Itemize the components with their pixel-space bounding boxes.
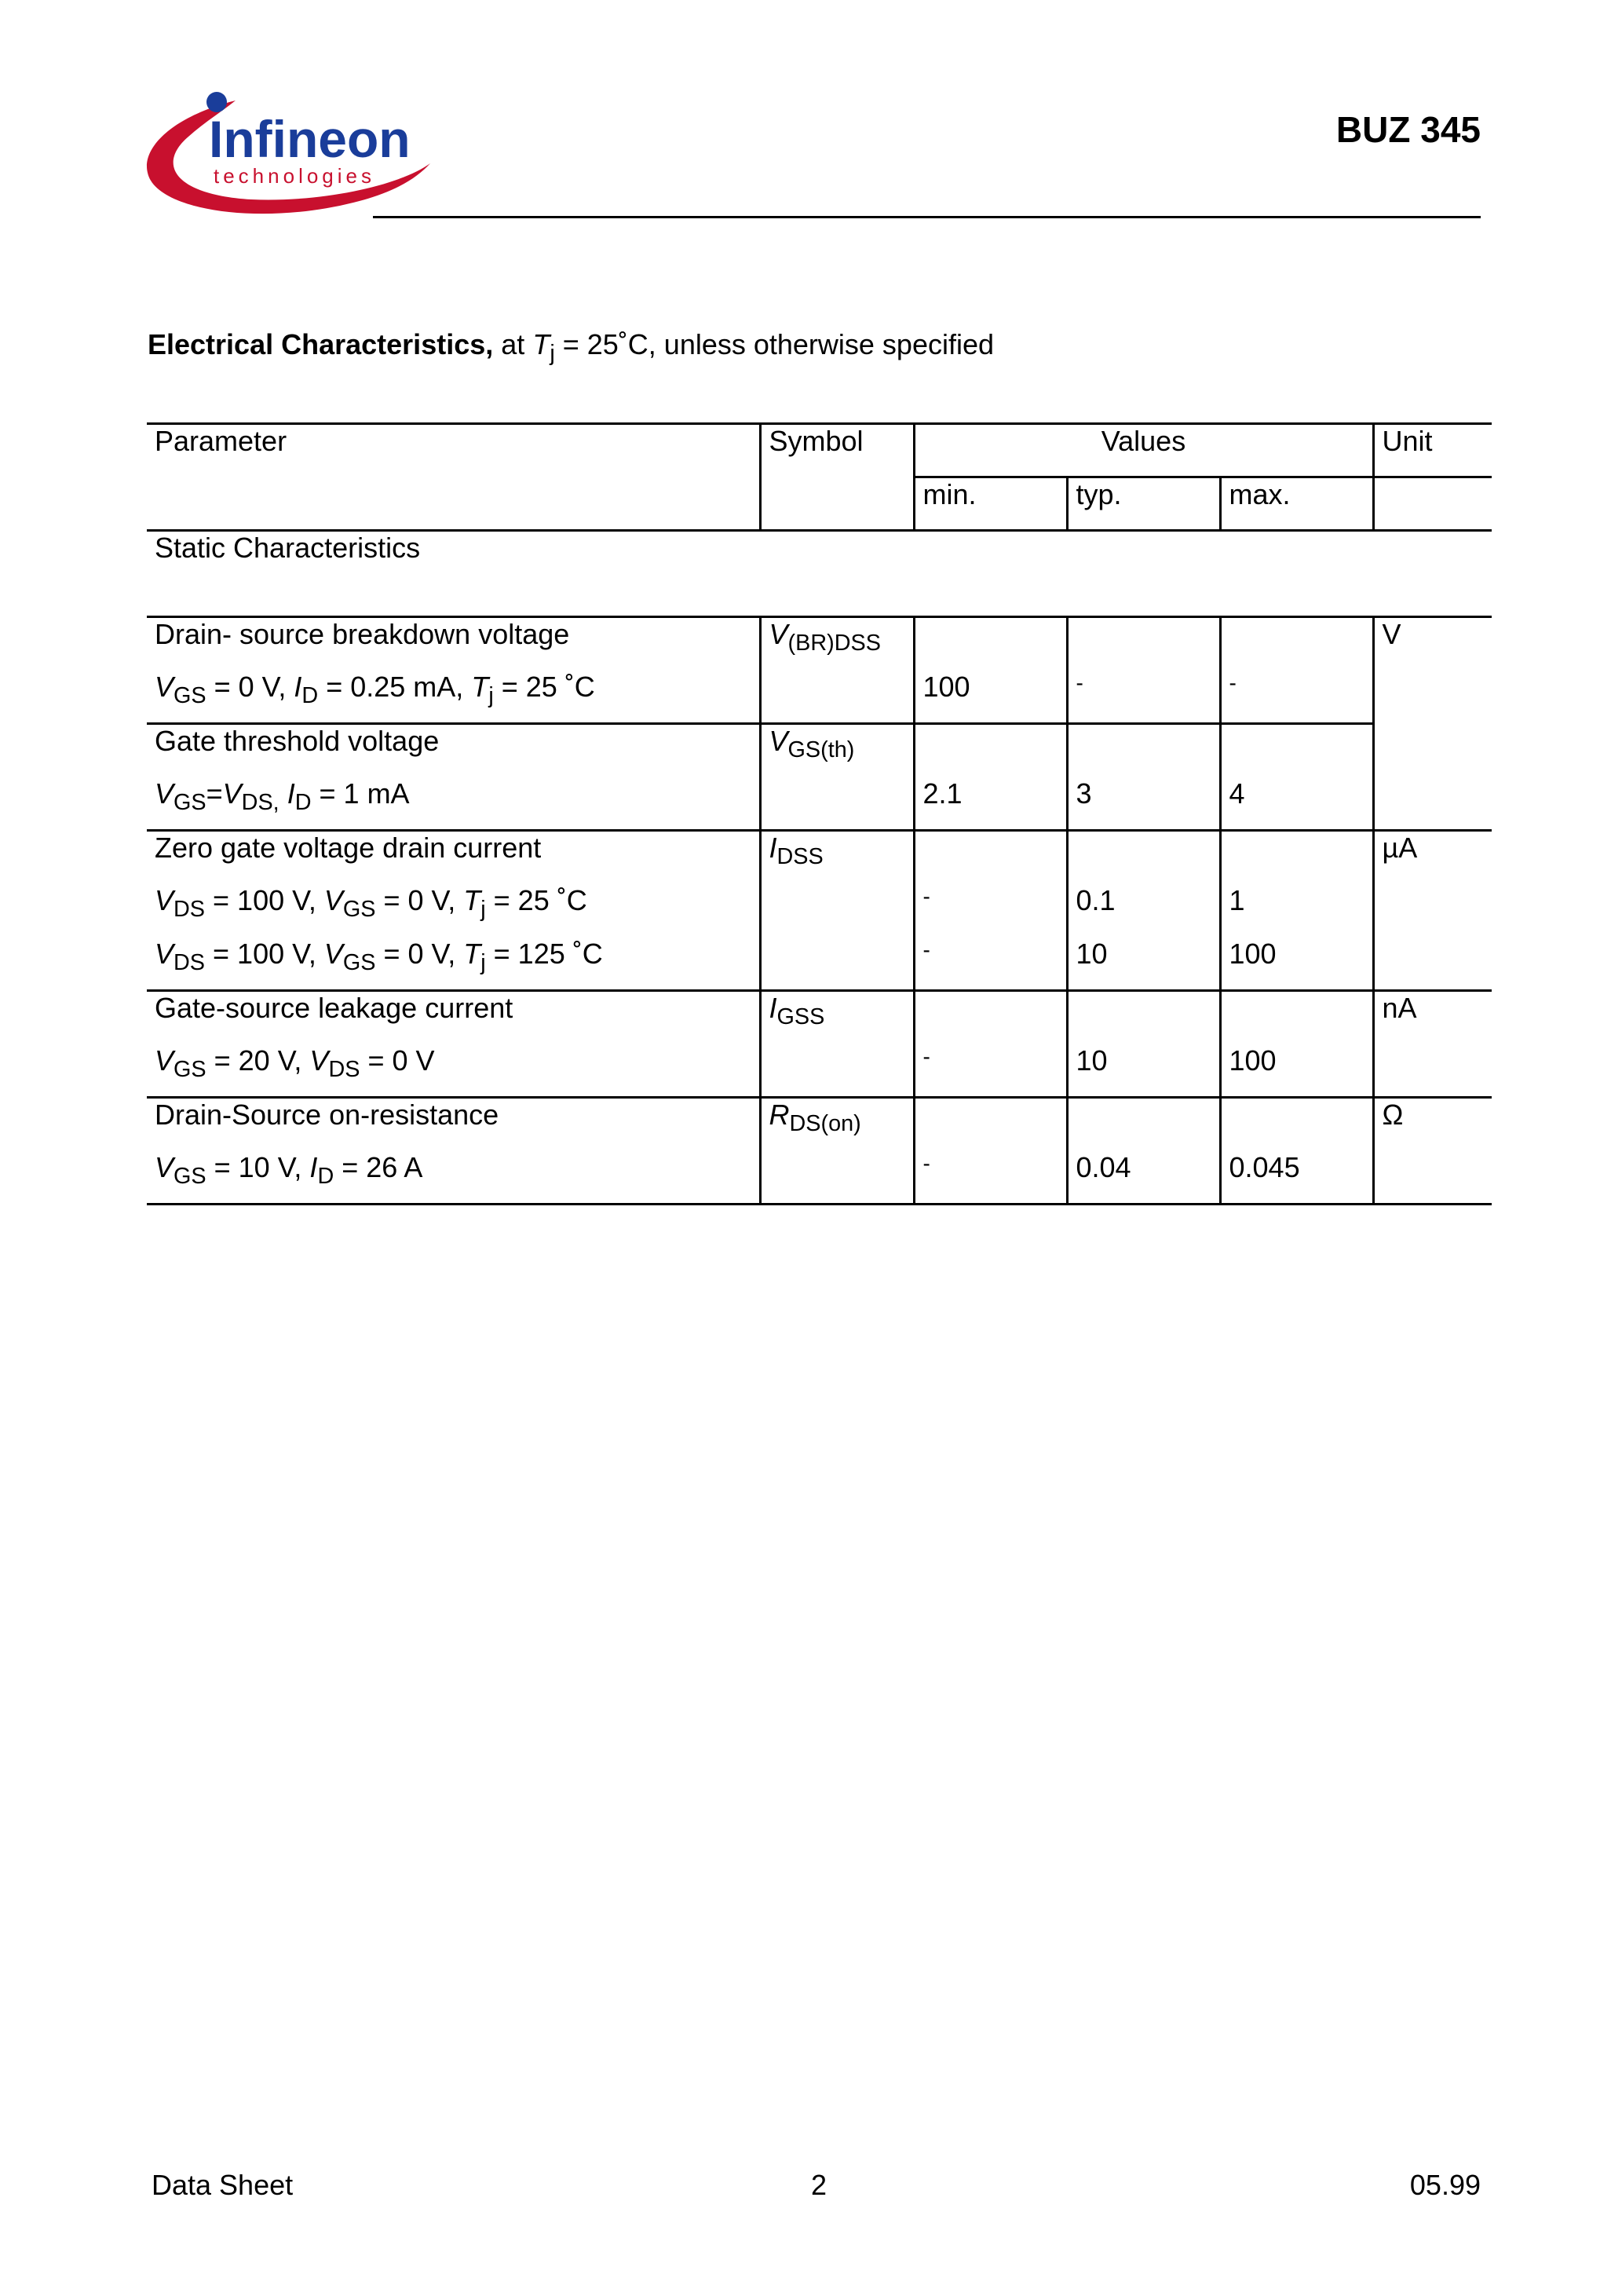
static-characteristics-label: Static Characteristics: [147, 531, 1492, 617]
idss25-max: 1: [1220, 884, 1373, 938]
heading-condition: = 25˚C, unless otherwise specified: [562, 328, 995, 360]
unit-ohm: Ω: [1373, 1098, 1492, 1205]
symbol-header: Symbol: [760, 424, 914, 531]
rds-typ: 0.04: [1067, 1151, 1220, 1205]
heading-at: at: [501, 328, 525, 360]
unit-v: V: [1373, 617, 1492, 831]
igss-min: -: [914, 1044, 1067, 1098]
parameter-header: Parameter: [147, 424, 760, 531]
unit-subheader: [1373, 477, 1492, 531]
heading-tj: T: [532, 328, 550, 360]
cond-idss-125: $V_{DS} = 100$ V, $V_{GS} = 0$ V, $T_j = 125$ ˚C: [155, 937, 603, 975]
idss25-min: -: [914, 884, 1067, 938]
rds-min: -: [914, 1151, 1067, 1205]
section-heading: [148, 328, 995, 367]
footer-date: 05.99: [1409, 2169, 1481, 2201]
idss125-max: 100: [1220, 938, 1373, 991]
symbol-threshold: $V_{GS(th)}$: [760, 724, 914, 831]
heading-bold: Electrical Characteristics,: [148, 328, 494, 360]
rds-max: 0.045: [1220, 1151, 1373, 1205]
header-row: [147, 424, 1492, 477]
section-row: [147, 531, 1492, 617]
electrical-characteristics-table: [147, 422, 1492, 1205]
threshold-max: 4: [1220, 777, 1373, 831]
cond-threshold: $V_{GS}=V_{DS,}$ $I_D = 1$ mA: [155, 777, 410, 815]
header-rule: [373, 216, 1481, 218]
table-row: [147, 991, 1492, 1044]
param-idss: Zero gate voltage drain current: [147, 831, 760, 884]
table-row: [147, 1098, 1492, 1151]
idss125-typ: 10: [1067, 938, 1220, 991]
cond-breakdown: $V_{GS} = 0$ V, $I_D = 0.25$ mA, $T_j = 25$ ˚C: [155, 670, 595, 708]
symbol-idss: $I_{DSS}$: [760, 831, 914, 991]
heading-tj-sub: j: [550, 341, 555, 367]
param-threshold: Gate threshold voltage: [147, 724, 760, 777]
infineon-logo: [141, 85, 432, 228]
typ-header: typ.: [1067, 477, 1220, 531]
unit-header: Unit: [1373, 424, 1492, 477]
svg-text:technologies: technologies: [214, 164, 375, 188]
table-row: [147, 617, 1492, 671]
igss-max: 100: [1220, 1044, 1373, 1098]
infineon-logo-icon: [141, 85, 432, 228]
document-title: BUZ 345: [1335, 109, 1481, 150]
threshold-min: 2.1: [914, 777, 1067, 831]
threshold-typ: 3: [1067, 777, 1220, 831]
cond-igss: $V_{GS} = 20$ V, $V_{DS} = 0$ V: [155, 1044, 435, 1082]
symbol-breakdown: $V_{(BR)DSS}$: [760, 617, 914, 724]
param-igss: Gate-source leakage current: [147, 991, 760, 1044]
unit-ua: µA: [1373, 831, 1492, 991]
table-row: [147, 724, 1492, 777]
cond-idss-25: $V_{DS} = 100$ V, $V_{GS} = 0$ V, $T_j = 25$ ˚C: [155, 883, 587, 922]
values-header: Values: [914, 424, 1373, 477]
table-row: [147, 831, 1492, 884]
svg-text:Infineon: Infineon: [209, 110, 411, 168]
cond-rds: $V_{GS} = 10$ V, $I_D = 26$ A: [147, 1151, 760, 1205]
breakdown-min: 100: [914, 671, 1067, 724]
unit-na: nA: [1373, 991, 1492, 1098]
idss25-typ: 0.1: [1067, 884, 1220, 938]
max-header: max.: [1220, 477, 1373, 531]
symbol-rds: $R_{DS(on)}$: [760, 1098, 914, 1205]
param-breakdown: Drain- source breakdown voltage: [155, 618, 570, 650]
idss125-min: -: [914, 938, 1067, 991]
symbol-igss: $I_{GSS}$: [760, 991, 914, 1098]
min-header: min.: [914, 477, 1067, 531]
igss-typ: 10: [1067, 1044, 1220, 1098]
breakdown-max: -: [1220, 671, 1373, 724]
breakdown-typ: -: [1067, 671, 1220, 724]
param-rds: Drain-Source on-resistance: [147, 1098, 760, 1151]
footer-label: Data Sheet: [152, 2169, 294, 2201]
